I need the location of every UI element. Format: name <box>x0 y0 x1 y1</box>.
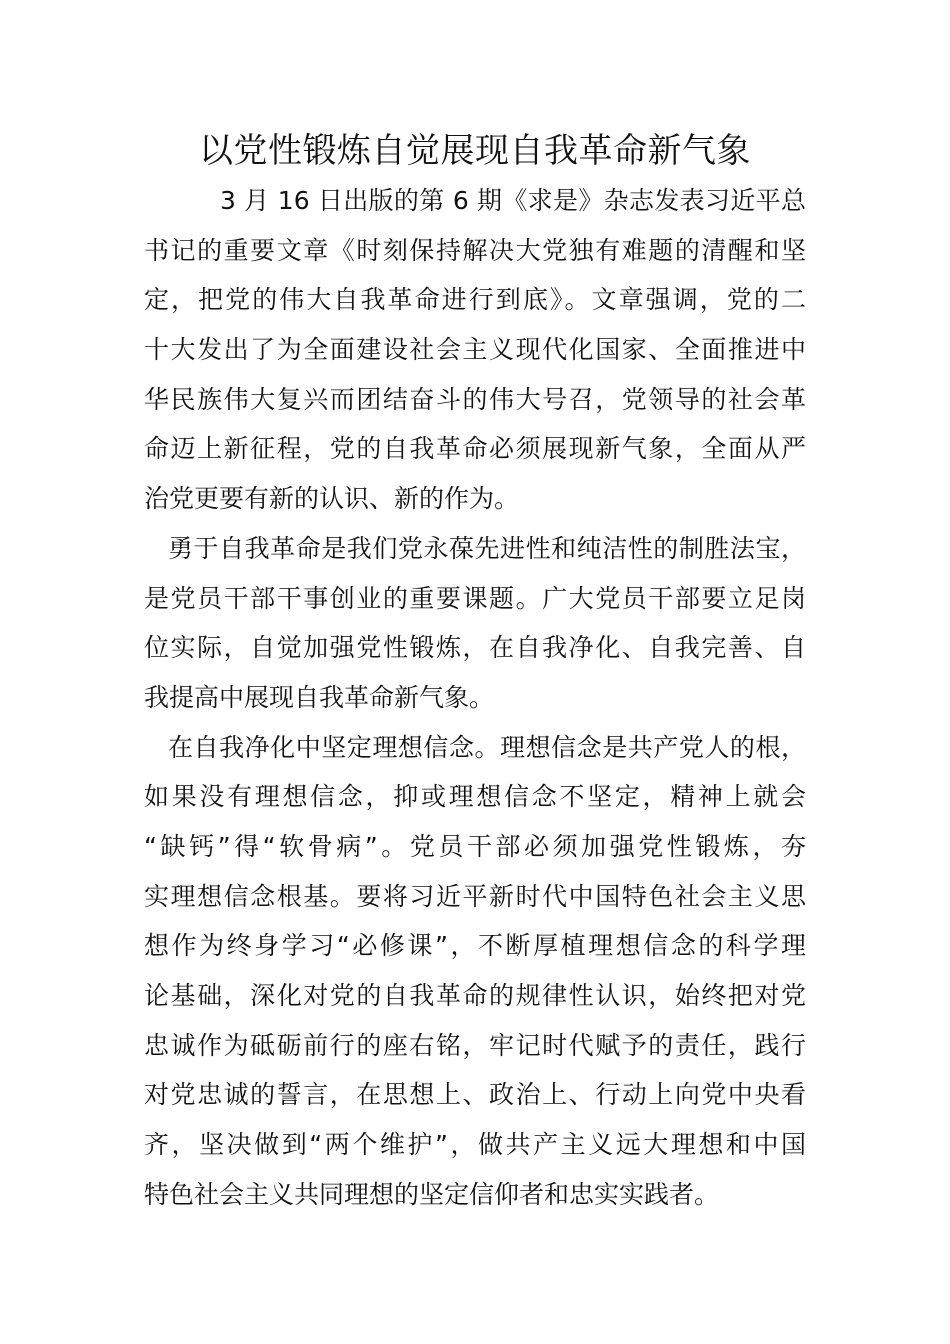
paragraph-1 <box>144 176 806 524</box>
paragraph-3 <box>144 723 806 1220</box>
paragraph-line: 齐，坚决做到“两个维护”，做共产主义远大理想和中国 <box>144 1130 806 1160</box>
paragraph-line: 华民族伟大复兴而团结奋斗的伟大号召，党领导的社会革 <box>144 384 806 414</box>
document-title: 以党性锻炼自觉展现自我革命新气象 <box>199 131 751 171</box>
document-body <box>144 176 806 1219</box>
paragraph-line: 是党员干部干事创业的重要课题。广大党员干部要立足岗 <box>144 583 806 613</box>
paragraph-line: 论基础，深化对党的自我革命的规律性认识，始终把对党 <box>144 981 806 1010</box>
paragraph-line: 定，把党的伟大自我革命进行到底》。文章强调，党的二 <box>144 285 806 315</box>
paragraph-line: 命迈上新征程，党的自我革命必须展现新气象，全面从严 <box>144 434 806 464</box>
paragraph-line: 实理想信念根基。要将习近平新时代中国特色社会主义思 <box>144 881 806 911</box>
paragraph-line: 对党忠诚的誓言，在思想上、政治上、行动上向党中央看 <box>144 1080 806 1110</box>
paragraph-line: 十大发出了为全面建设社会主义现代化国家、全面推进中 <box>144 335 806 365</box>
paragraph-line: 治党更要有新的认识、新的作为。 <box>144 484 520 514</box>
paragraph-line: 位实际，自觉加强党性锻炼，在自我净化、自我完善、自 <box>144 633 806 663</box>
paragraph-line: 我提高中展现自我革命新气象。 <box>144 682 495 712</box>
paragraph-2 <box>144 524 806 723</box>
paragraph-line: 想作为终身学习“必修课”，不断厚植理想信念的科学理 <box>144 931 806 961</box>
paragraph-line: “缺钙”得“软骨病”。党员干部必须加强党性锻炼，夯 <box>144 831 806 861</box>
paragraph-line: 特色社会主义共同理想的坚定信仰者和忠实实践者。 <box>144 1179 720 1209</box>
paragraph-line: 书记的重要文章《时刻保持解决大党独有难题的清醒和坚 <box>144 235 806 265</box>
paragraph-line: 3 月 16 日出版的第 6 期《求是》杂志发表习近平总 <box>220 186 806 215</box>
paragraph-line: 勇于自我革命是我们党永葆先进性和纯洁性的制胜法宝， <box>168 533 806 563</box>
paragraph-line: 如果没有理想信念，抑或理想信念不坚定，精神上就会 <box>144 782 806 812</box>
paragraph-line: 忠诚作为砥砺前行的座右铭，牢记时代赋予的责任，践行 <box>144 1030 806 1060</box>
paragraph-line: 在自我净化中坚定理想信念。理想信念是共产党人的根， <box>168 732 806 762</box>
